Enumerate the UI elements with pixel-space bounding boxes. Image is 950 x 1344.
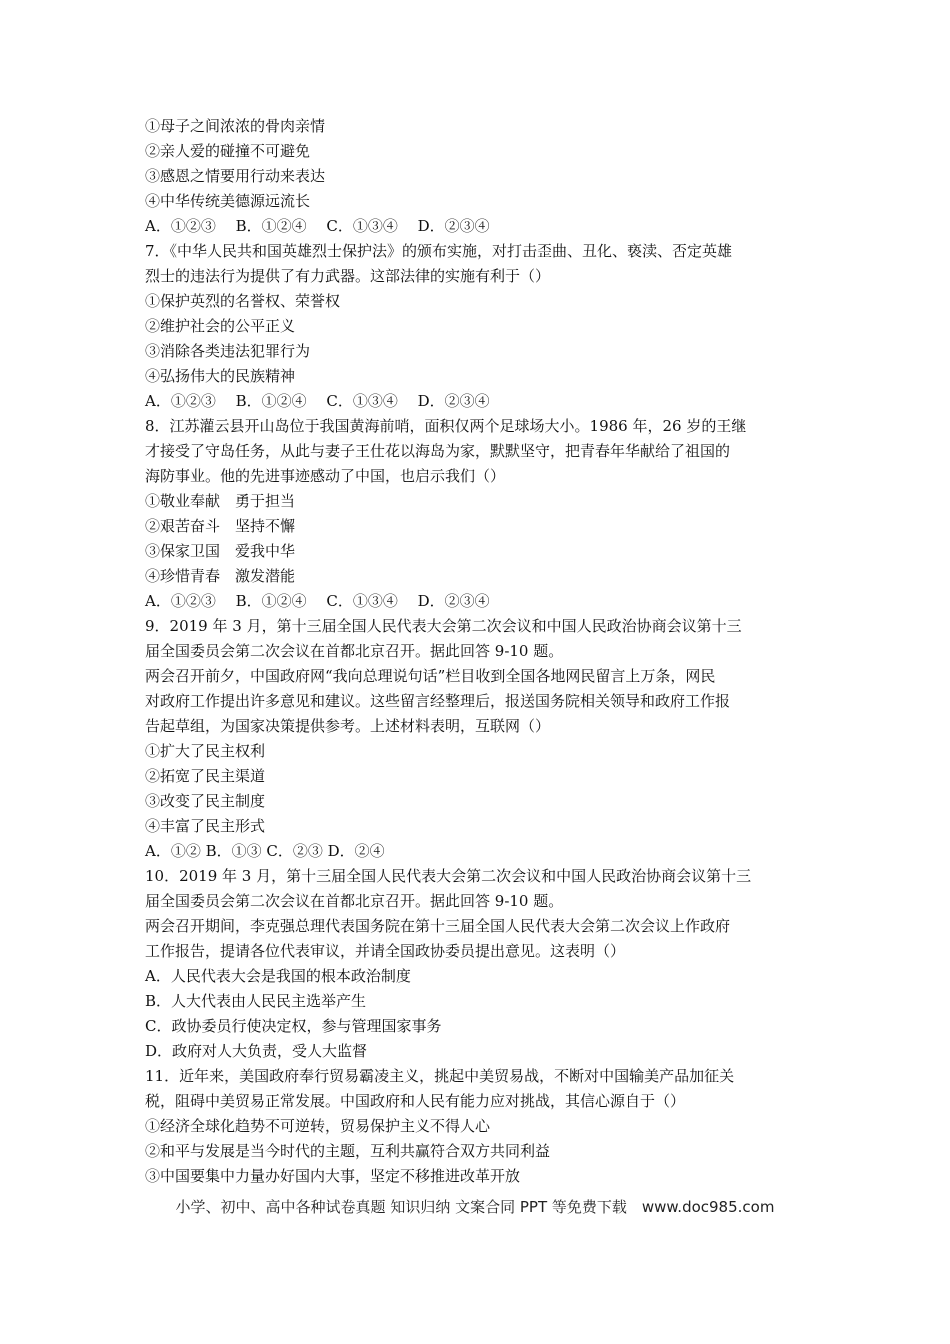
text-line: C．政协委员行使决定权，参与管理国家事务 (145, 1017, 442, 1035)
text-line: 海防事业。他的先进事迹感动了中国，也启示我们（） (145, 467, 506, 485)
text-line: ③消除各类违法犯罪行为 (145, 342, 311, 360)
text-line: ①母子之间浓浓的骨肉亲情 (145, 117, 326, 135)
text-line: 才接受了守岛任务，从此与妻子王仕花以海岛为家，默默坚守，把青春年华献给了祖国的 (145, 442, 731, 460)
text-line: A．①② B．①③ C．②③ D．②④ (145, 842, 385, 860)
text-line: A．①②③ B．①②④ C．①③④ D．②③④ (145, 392, 490, 410)
text-line: D．政府对人大负责，受人大监督 (145, 1042, 368, 1060)
text-line: 税，阻碍中美贸易正常发展。中国政府和人民有能力应对挑战，其信心源自于（） (145, 1092, 686, 1110)
text-line: ②亲人爱的碰撞不可避免 (145, 142, 311, 160)
text-line: ②拓宽了民主渠道 (145, 767, 266, 785)
text-line: ③保家卫国 爱我中华 (145, 542, 296, 560)
text-line: ④弘扬伟大的民族精神 (145, 367, 296, 385)
text-line: 届全国委员会第二次会议在首都北京召开。据此回答 9-10 题。 (145, 642, 564, 660)
text-line: 7．《中华人民共和国英雄烈士保护法》的颁布实施，对打击歪曲、丑化、亵渎、否定英雄 (145, 242, 733, 260)
text-line: 对政府工作提出许多意见和建议。这些留言经整理后，报送国务院相关领导和政府工作报 (145, 692, 731, 710)
text-line: ④珍惜青春 激发潜能 (145, 567, 296, 585)
text-line: ①扩大了民主权利 (145, 742, 266, 760)
text-line: ②和平与发展是当今时代的主题，互利共赢符合双方共同利益 (145, 1142, 551, 1160)
page-footer: 小学、初中、高中各种试卷真题 知识归纳 文案合同 PPT 等免费下载 www.doc985.com (175, 1198, 775, 1216)
text-line: ②艰苦奋斗 坚持不懈 (145, 517, 296, 535)
text-line: ①经济全球化趋势不可逆转，贸易保护主义不得人心 (145, 1117, 491, 1135)
text-line: ④中华传统美德源远流长 (145, 192, 311, 210)
text-line: 烈士的违法行为提供了有力武器。这部法律的实施有利于（） (145, 267, 551, 285)
text-line: ③感恩之情要用行动来表达 (145, 167, 326, 185)
text-line: ①保护英烈的名誉权、荣誉权 (145, 292, 341, 310)
text-line: A．①②③ B．①②④ C．①③④ D．②③④ (145, 592, 490, 610)
text-line: 两会召开期间，李克强总理代表国务院在第十三届全国人民代表大会第二次会议上作政府 (145, 917, 731, 935)
text-line: ③中国要集中力量办好国内大事，坚定不移推进改革开放 (145, 1167, 521, 1185)
text-line: 工作报告，提请各位代表审议，并请全国政协委员提出意见。这表明（） (145, 942, 626, 960)
text-line: 8．江苏灌云县开山岛位于我国黄海前哨，面积仅两个足球场大小。1986 年，26 岁的王继 (145, 417, 747, 435)
text-line: 9．2019 年 3 月，第十三届全国人民代表大会第二次会议和中国人民政治协商会议第十三 (145, 617, 742, 635)
text-line: B．人大代表由人民民主选举产生 (145, 992, 367, 1010)
text-line: ③改变了民主制度 (145, 792, 266, 810)
text-line: 告起草组，为国家决策提供参考。上述材料表明，互联网（） (145, 717, 551, 735)
text-line: ①敬业奉献 勇于担当 (145, 492, 296, 510)
text-line: A．人民代表大会是我国的根本政治制度 (145, 967, 411, 985)
text-line: ②维护社会的公平正义 (145, 317, 296, 335)
text-line: ④丰富了民主形式 (145, 817, 266, 835)
text-line: 届全国委员会第二次会议在首都北京召开。据此回答 9-10 题。 (145, 892, 564, 910)
text-line: 两会召开前夕，中国政府网“我向总理说句话”栏目收到全国各地网民留言上万条，网民 (145, 667, 716, 685)
text-line: 11．近年来，美国政府奉行贸易霸凌主义，挑起中美贸易战，不断对中国输美产品加征关 (145, 1067, 735, 1085)
document-body (145, 114, 817, 1189)
text-line: 10．2019 年 3 月，第十三届全国人民代表大会第二次会议和中国人民政治协商会议第十三 (145, 867, 752, 885)
text-line: A．①②③ B．①②④ C．①③④ D．②③④ (145, 217, 490, 235)
